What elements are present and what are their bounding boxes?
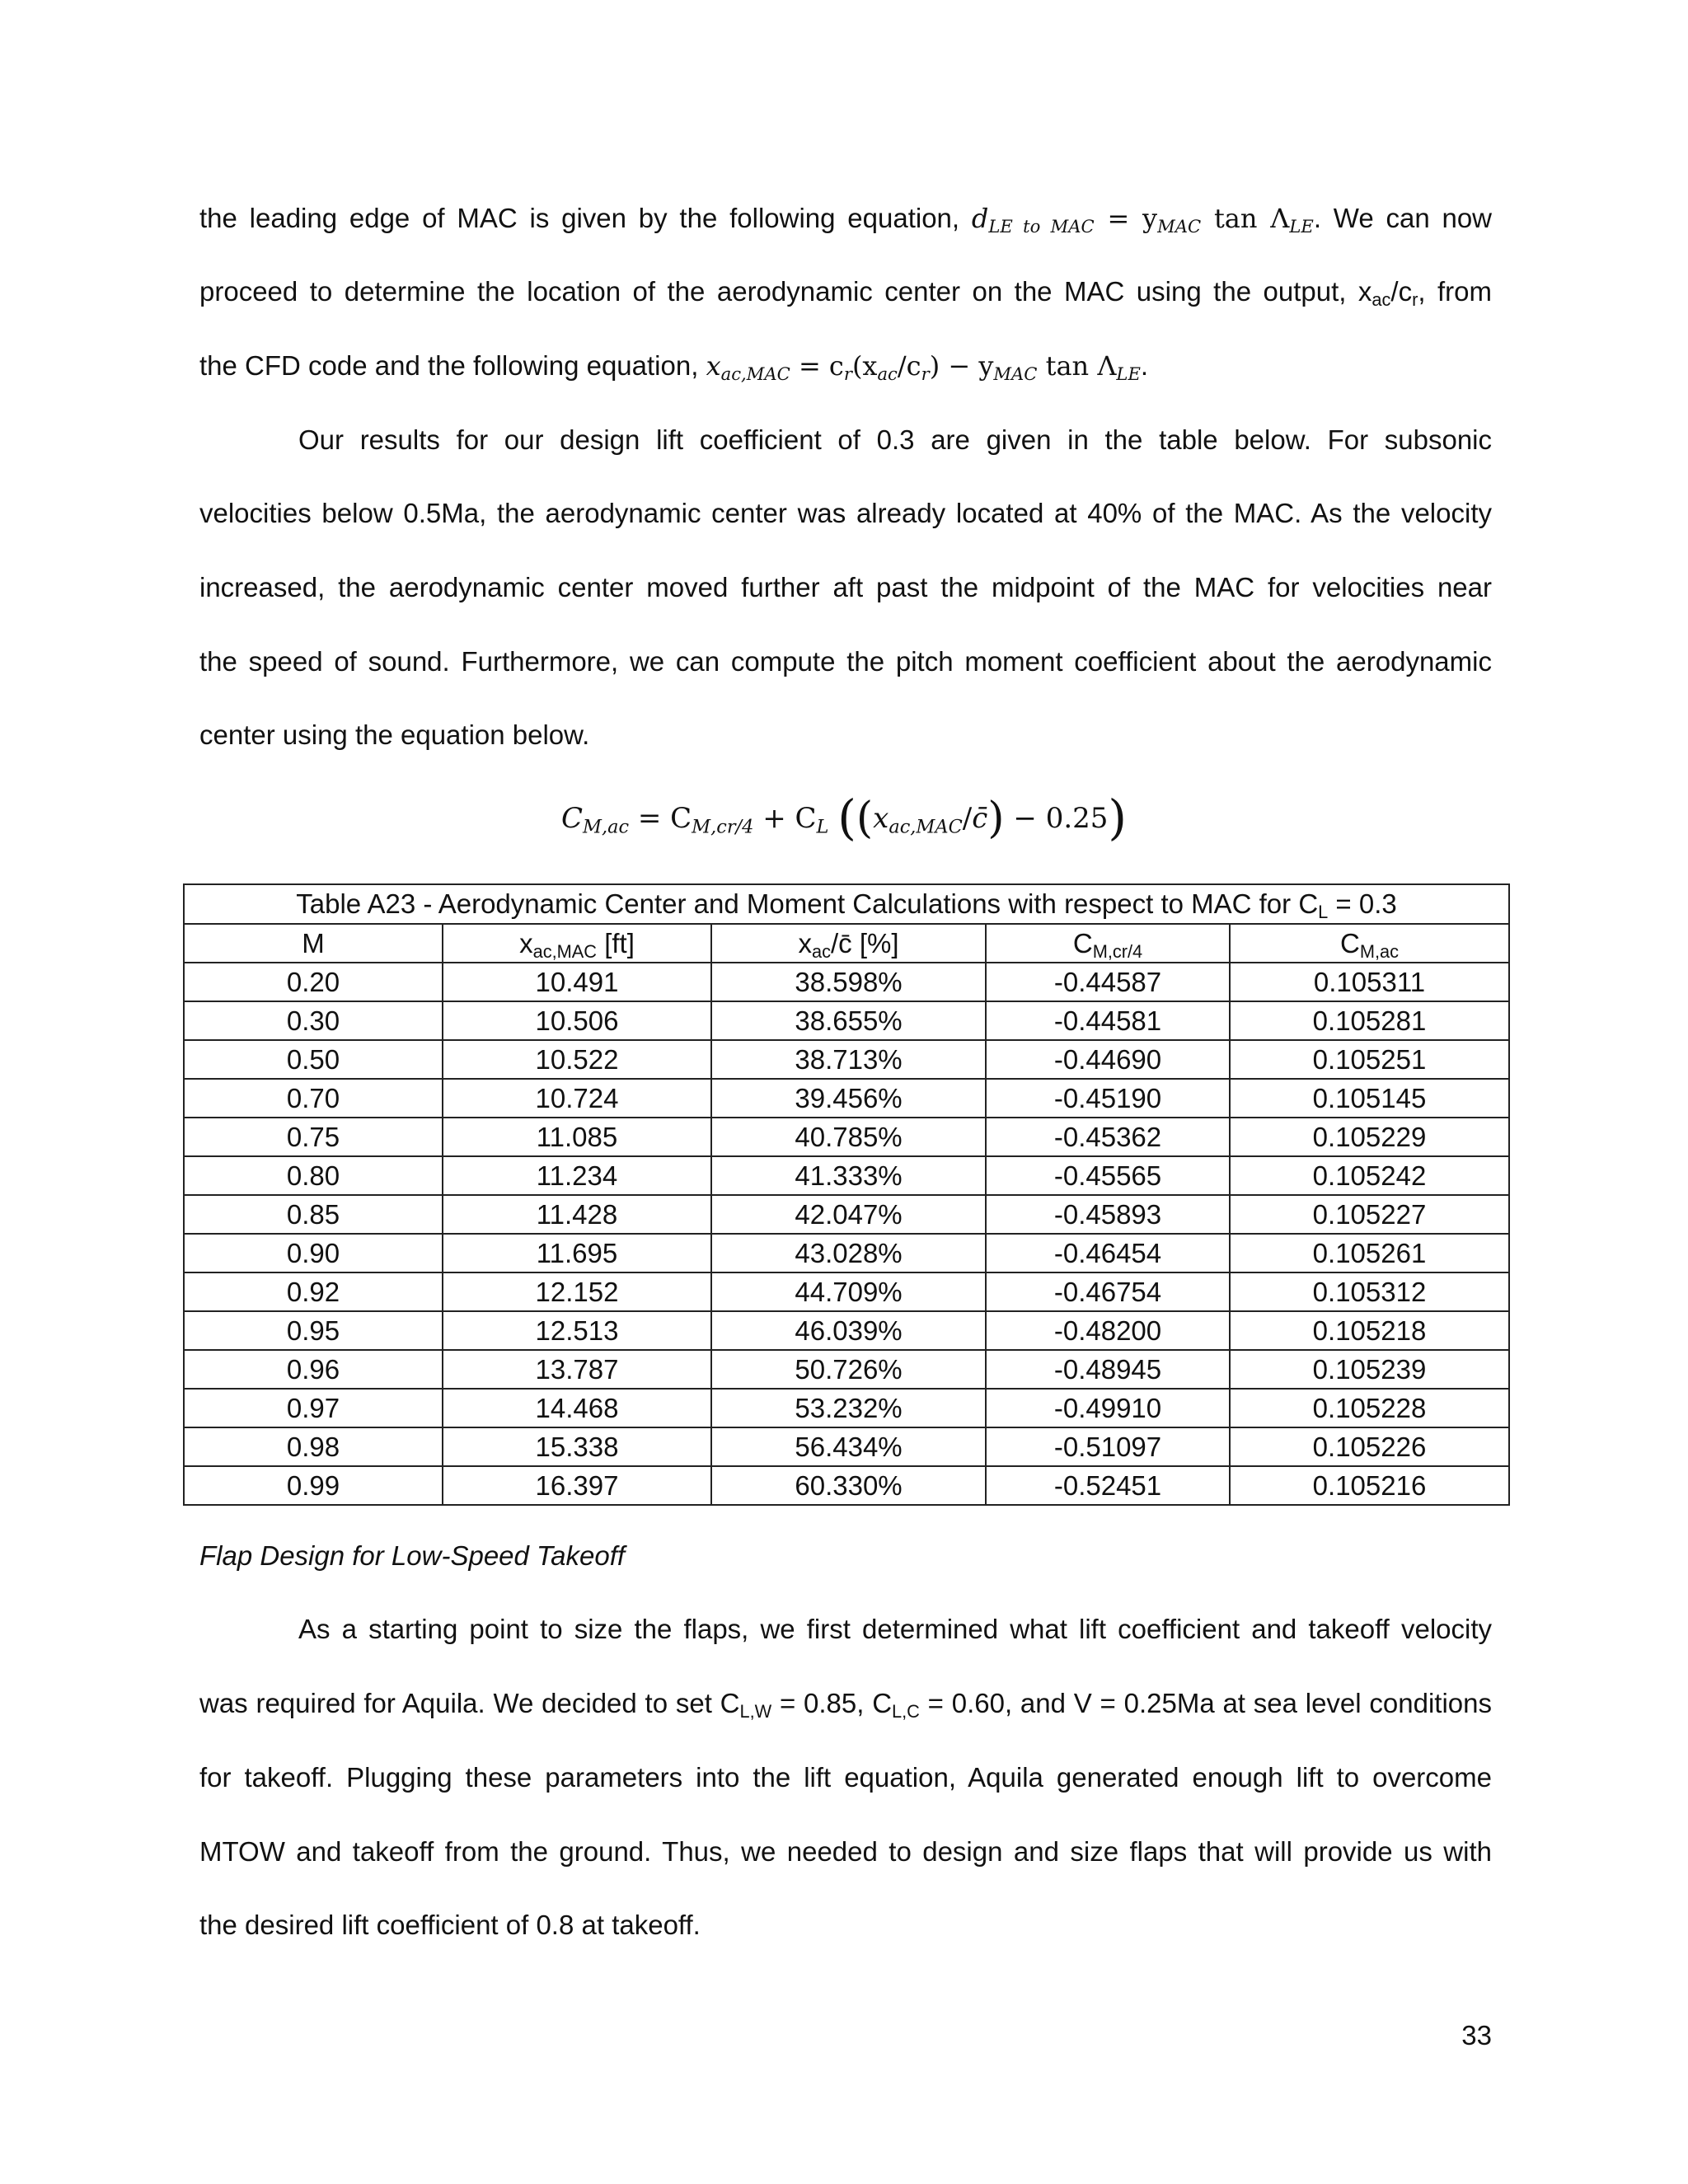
- cell-cm-cr4: -0.45565: [986, 1156, 1230, 1195]
- moment-coefficient-equation: $C_{M,ac} = C_{M,cr/4} + C_L$ $((x_{ac,MAC}/c̄) - 0.25)$: [560, 790, 1128, 846]
- equation-x-ac-mac: $x_{ac,MAC} = c_r(x_{ac}/c_r) - y_{MAC}$ $\tan \Lambda_{LE}$: [706, 350, 1141, 384]
- cell-x-ac-mac: 10.491: [443, 963, 711, 1001]
- header-x-ac-mac: $x_{ac,MAC}$ [ft]: [443, 924, 711, 963]
- cell-x-ac-over-cbar: 43.028%: [711, 1234, 986, 1272]
- para3-line3: for takeoff. Plugging these parameters into the lift equation, Aquila generated enough lift to overcome: [199, 1762, 1492, 1793]
- cell-x-ac-over-cbar: 42.047%: [711, 1195, 986, 1234]
- header-mach: M: [184, 924, 443, 963]
- para3-line5: the desired lift coefficient of 0.8 at takeoff.: [199, 1910, 701, 1940]
- cell-mach: 0.97: [184, 1389, 443, 1427]
- cell-x-ac-over-cbar: 46.039%: [711, 1311, 986, 1350]
- table-row: [184, 1156, 1509, 1195]
- cell-mach: 0.20: [184, 963, 443, 1001]
- cell-x-ac-mac: 11.085: [443, 1118, 711, 1156]
- cell-cm-ac: 0.105261: [1230, 1234, 1509, 1272]
- cell-mach: 0.92: [184, 1272, 443, 1311]
- para2-line4: the speed of sound. Furthermore, we can compute the pitch moment coefficient about the aerodynamic: [199, 646, 1492, 677]
- cell-cm-ac: 0.105312: [1230, 1272, 1509, 1311]
- cell-x-ac-over-cbar: 41.333%: [711, 1156, 986, 1195]
- cell-cm-cr4: -0.51097: [986, 1427, 1230, 1466]
- para1-line3: the CFD code and the following equation, $x_{ac,MAC} = c_r(x_{ac}/c_r) - y_{MAC}$ $\tan \Lambda_{LE}$.: [199, 350, 1149, 384]
- table-row: [184, 1466, 1509, 1505]
- cell-cm-ac: 0.105227: [1230, 1195, 1509, 1234]
- cell-x-ac-over-cbar: 39.456%: [711, 1079, 986, 1118]
- cell-cm-cr4: -0.44587: [986, 963, 1230, 1001]
- cell-cm-ac: 0.105239: [1230, 1350, 1509, 1389]
- table-row: [184, 1040, 1509, 1079]
- cell-mach: 0.70: [184, 1079, 443, 1118]
- cell-cm-cr4: -0.45190: [986, 1079, 1230, 1118]
- cell-mach: 0.90: [184, 1234, 443, 1272]
- para2-line2: velocities below 0.5Ma, the aerodynamic center was already located at 40% of the MAC. As the velocity: [199, 498, 1492, 528]
- table-row: [184, 1079, 1509, 1118]
- cell-cm-ac: 0.105216: [1230, 1466, 1509, 1505]
- cell-cm-cr4: -0.52451: [986, 1466, 1230, 1505]
- para1-line1: the leading edge of MAC is given by the following equation, $d_{LE to MAC} = y_{MAC}$ $\tan \Lambda_{LE}$. We can now: [199, 203, 1493, 237]
- cell-cm-ac: 0.105218: [1230, 1311, 1509, 1350]
- cell-cm-ac: 0.105228: [1230, 1389, 1509, 1427]
- cell-mach: 0.99: [184, 1466, 443, 1505]
- table-row: [184, 963, 1509, 1001]
- cell-cm-cr4: -0.45893: [986, 1195, 1230, 1234]
- cell-cm-cr4: -0.48945: [986, 1350, 1230, 1389]
- cell-x-ac-over-cbar: 40.785%: [711, 1118, 986, 1156]
- cell-cm-ac: 0.105281: [1230, 1001, 1509, 1040]
- table-row: [184, 1001, 1509, 1040]
- cell-mach: 0.50: [184, 1040, 443, 1079]
- section-heading: Flap Design for Low-Speed Takeoff: [199, 1540, 626, 1571]
- cell-cm-cr4: -0.49910: [986, 1389, 1230, 1427]
- cell-x-ac-over-cbar: 50.726%: [711, 1350, 986, 1389]
- cell-cm-ac: 0.105242: [1230, 1156, 1509, 1195]
- cell-x-ac-mac: 12.513: [443, 1311, 711, 1350]
- cell-cm-ac: 0.105251: [1230, 1040, 1509, 1079]
- cell-cm-cr4: -0.44690: [986, 1040, 1230, 1079]
- page-number: 33: [1461, 2020, 1492, 2050]
- cell-cm-ac: 0.105229: [1230, 1118, 1509, 1156]
- cell-cm-ac: 0.105145: [1230, 1079, 1509, 1118]
- para2-line5: center using the equation below.: [199, 719, 590, 750]
- cell-mach: 0.75: [184, 1118, 443, 1156]
- table-row: [184, 1350, 1509, 1389]
- table-row: [184, 1118, 1509, 1156]
- table-row: [184, 1234, 1509, 1272]
- para3-line1: As a starting point to size the flaps, we first determined what lift coefficient and takeoff velocity: [298, 1614, 1492, 1644]
- equation-d-le-to-mac: $d_{LE to MAC} = y_{MAC}$ $\tan \Lambda_{LE}$: [971, 203, 1314, 237]
- cell-x-ac-mac: 13.787: [443, 1350, 711, 1389]
- cell-x-ac-mac: 12.152: [443, 1272, 711, 1311]
- cell-cm-cr4: -0.45362: [986, 1118, 1230, 1156]
- cell-x-ac-mac: 10.522: [443, 1040, 711, 1079]
- cell-cm-ac: 0.105311: [1230, 963, 1509, 1001]
- cell-x-ac-over-cbar: 56.434%: [711, 1427, 986, 1466]
- cell-x-ac-mac: 16.397: [443, 1466, 711, 1505]
- para3-line2: was required for Aquila. We decided to set $C_{L,W} = 0.85$, $C_{L,C} = 0.60$, and V = 0.25Ma at sea level conditions: [199, 1688, 1492, 1722]
- para3-line4: MTOW and takeoff from the ground. Thus, we needed to design and size flaps that will provide us with: [199, 1836, 1492, 1867]
- table-header-row: [184, 924, 1509, 963]
- table-row: [184, 1427, 1509, 1466]
- header-cm-ac: $C_{M,ac}$: [1230, 924, 1509, 963]
- header-cm-cr4: $C_{M,cr/4}$: [986, 924, 1230, 963]
- table-body: [184, 963, 1509, 1505]
- cell-x-ac-mac: 11.428: [443, 1195, 711, 1234]
- cell-mach: 0.96: [184, 1350, 443, 1389]
- para1-line2: proceed to determine the location of the aerodynamic center on the MAC using the output, $x_{ac}/c_r$, from: [199, 276, 1492, 311]
- cell-x-ac-over-cbar: 38.713%: [711, 1040, 986, 1079]
- cell-cm-cr4: -0.46454: [986, 1234, 1230, 1272]
- table-row: [184, 1389, 1509, 1427]
- cell-cm-cr4: -0.46754: [986, 1272, 1230, 1311]
- cell-x-ac-mac: 10.506: [443, 1001, 711, 1040]
- cell-x-ac-mac: 11.695: [443, 1234, 711, 1272]
- cell-x-ac-over-cbar: 44.709%: [711, 1272, 986, 1311]
- table-caption: Table A23 - Aerodynamic Center and Moment Calculations with respect to MAC for $C_L = 0.3$: [184, 884, 1509, 924]
- cell-cm-cr4: -0.48200: [986, 1311, 1230, 1350]
- cell-x-ac-mac: 11.234: [443, 1156, 711, 1195]
- cell-cm-cr4: -0.44581: [986, 1001, 1230, 1040]
- cell-x-ac-over-cbar: 38.598%: [711, 963, 986, 1001]
- table-row: [184, 1195, 1509, 1234]
- cell-x-ac-mac: 14.468: [443, 1389, 711, 1427]
- cell-x-ac-over-cbar: 60.330%: [711, 1466, 986, 1505]
- cell-x-ac-mac: 10.724: [443, 1079, 711, 1118]
- cell-mach: 0.80: [184, 1156, 443, 1195]
- table-row: [184, 1311, 1509, 1350]
- table-row: [184, 1272, 1509, 1311]
- para2-line1: Our results for our design lift coefficient of 0.3 are given in the table below. For subsonic: [298, 424, 1492, 455]
- cell-mach: 0.85: [184, 1195, 443, 1234]
- para2-line3: increased, the aerodynamic center moved further aft past the midpoint of the MAC for velocities near: [199, 572, 1492, 602]
- cell-mach: 0.30: [184, 1001, 443, 1040]
- cell-mach: 0.98: [184, 1427, 443, 1466]
- cell-cm-ac: 0.105226: [1230, 1427, 1509, 1466]
- cell-mach: 0.95: [184, 1311, 443, 1350]
- cell-x-ac-mac: 15.338: [443, 1427, 711, 1466]
- header-x-ac-over-cbar: $x_{ac}/c̄$ [%]: [711, 924, 986, 963]
- cell-x-ac-over-cbar: 38.655%: [711, 1001, 986, 1040]
- cell-x-ac-over-cbar: 53.232%: [711, 1389, 986, 1427]
- aerodynamic-center-table: [183, 883, 1510, 1506]
